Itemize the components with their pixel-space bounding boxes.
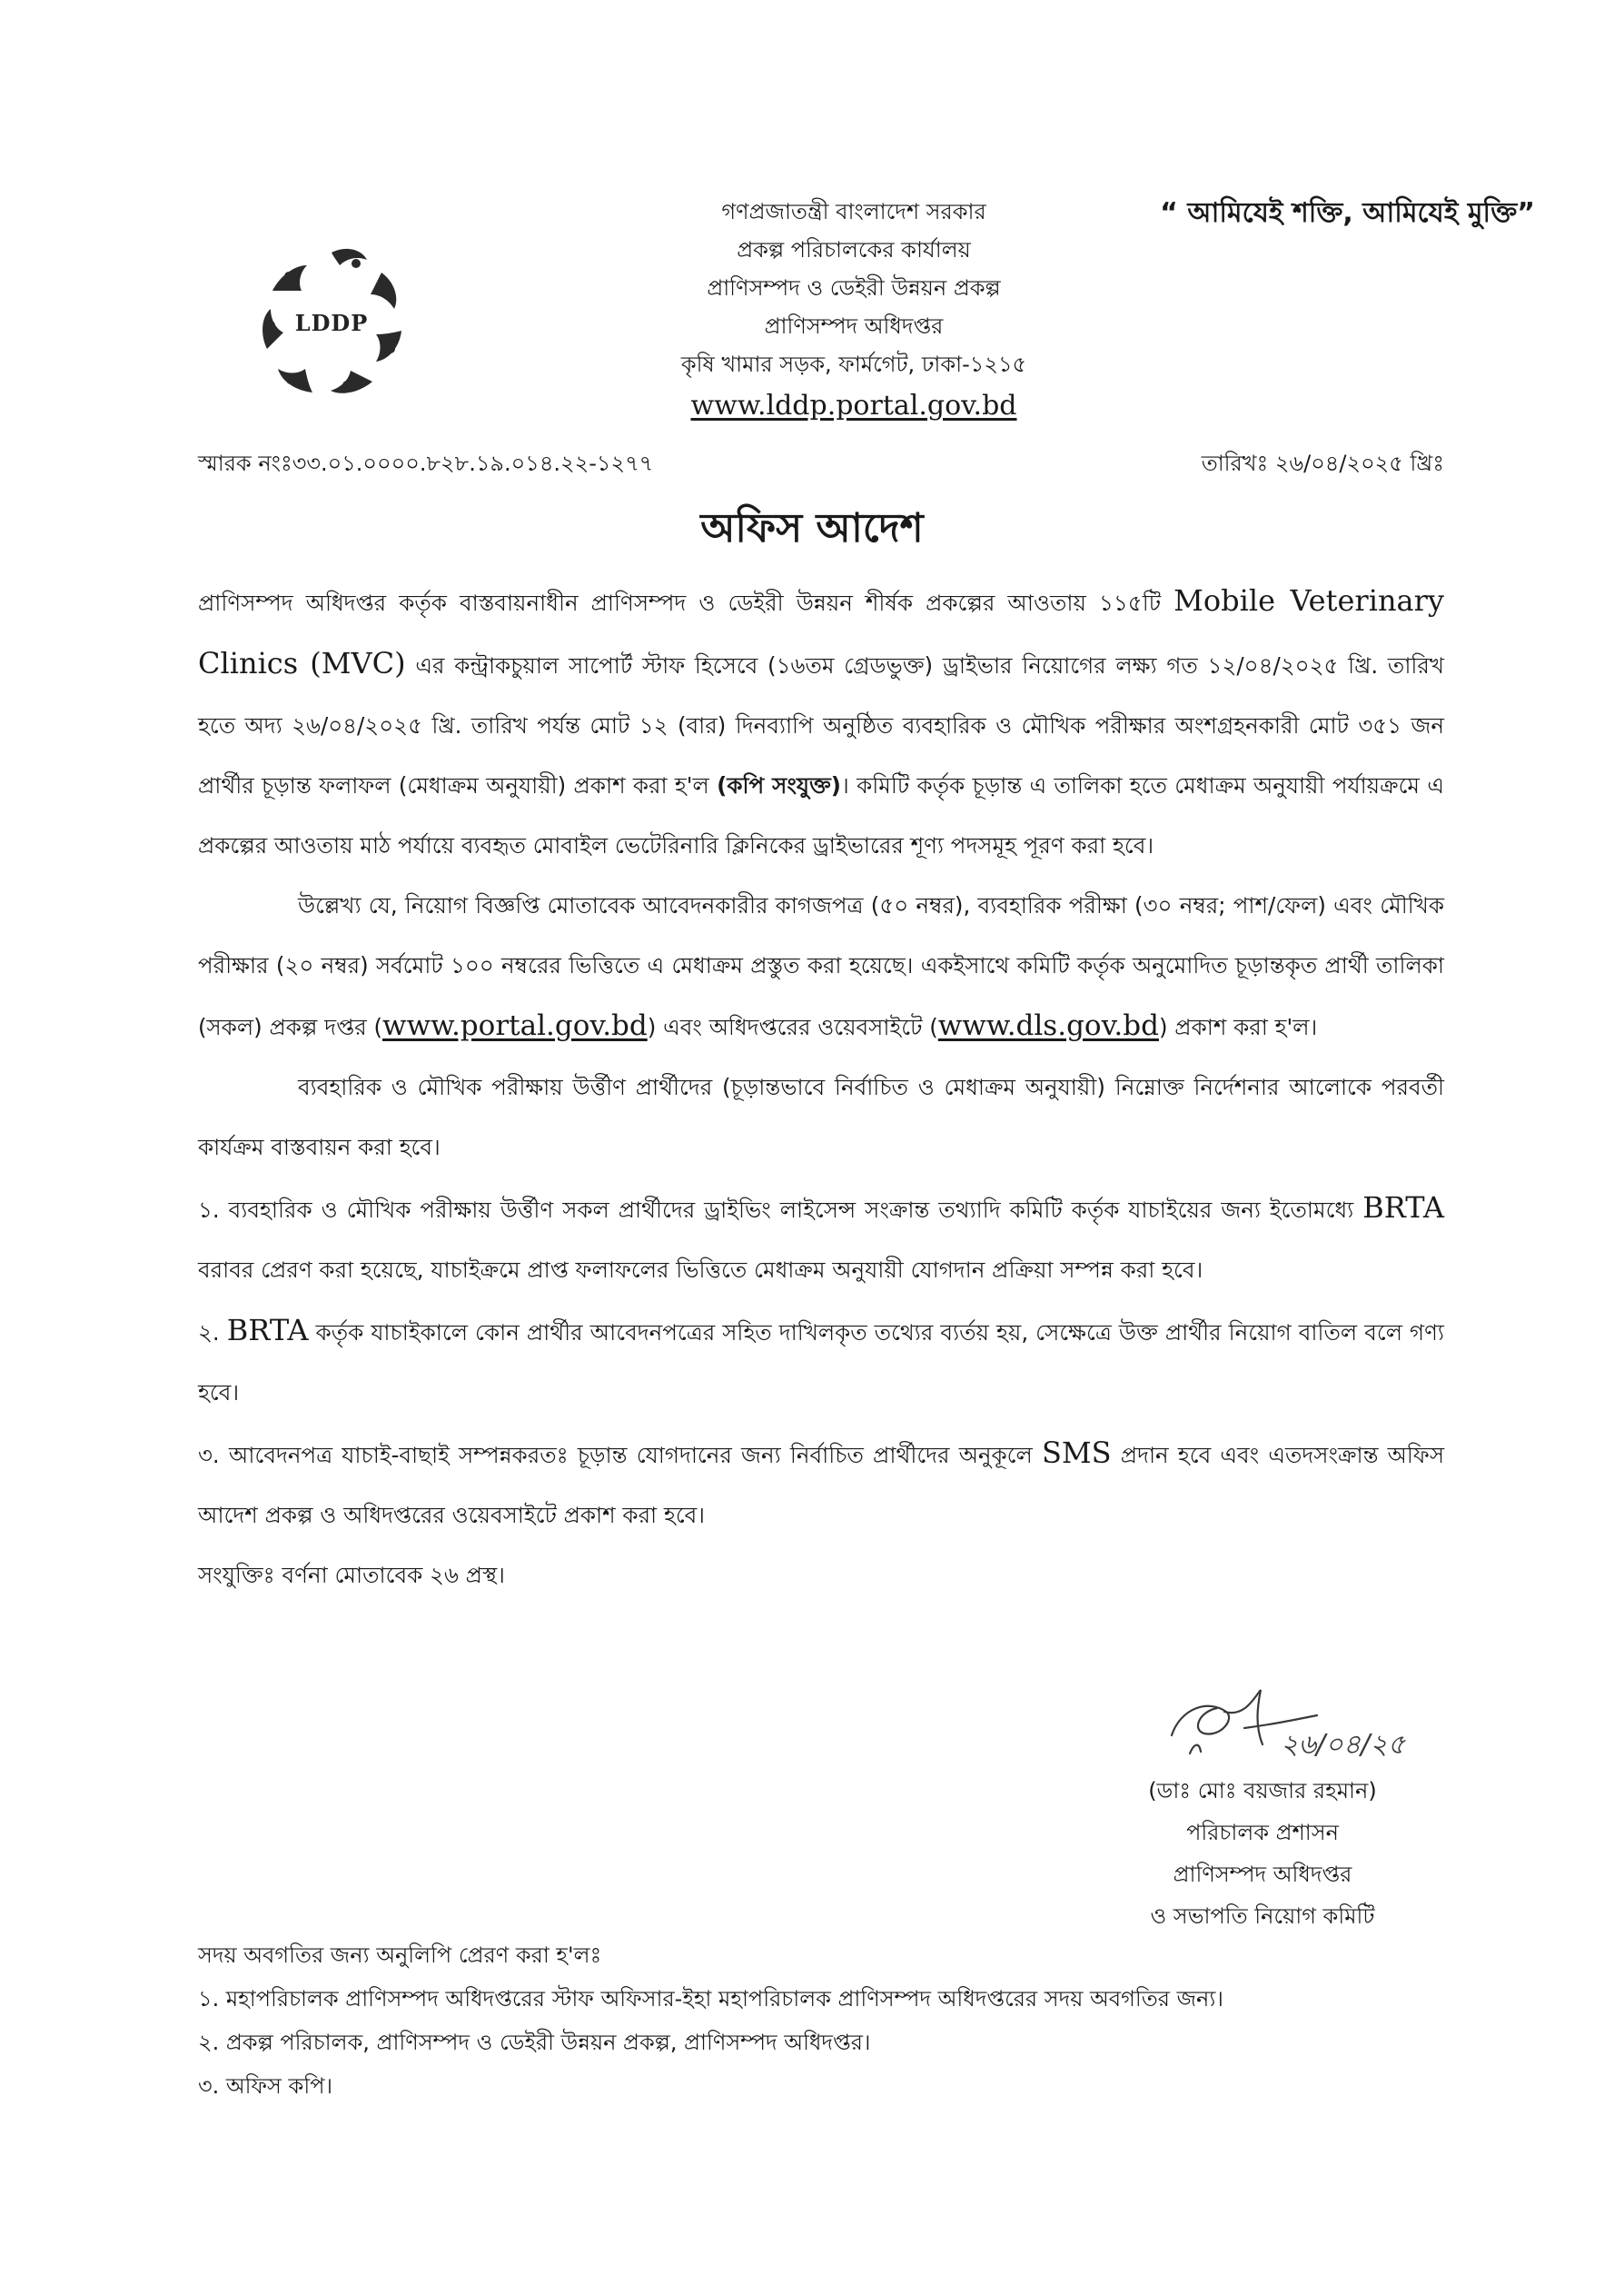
portal-link[interactable]: www.portal.gov.bd xyxy=(382,1009,648,1042)
cc-item: ২. প্রকল্প পরিচালক, প্রাণিসম্পদ ও ডেইরী উন্নয়ন প্রকল্প, প্রাণিসম্পদ অধিদপ্তর। xyxy=(198,2030,871,2055)
instruction-item-2 xyxy=(198,1300,1444,1423)
signature-date: ২৬/০৪/২৫ xyxy=(1281,1729,1406,1761)
instruction-item-3 xyxy=(198,1423,1444,1545)
signatory-block xyxy=(1072,1770,1453,1937)
header-line-project: প্রাণিসম্পদ ও ডেইরী উন্নয়ন প্রকল্প xyxy=(707,275,1001,301)
office-header xyxy=(599,193,1108,425)
paragraph-merit-list xyxy=(198,876,1444,1058)
para1-text-e: । কমিটি কর্তৃক চূড়ান্ত এ তালিকা হতে মেধাক্রম অনুযায়ী পর্যায়ক্রমে এ প্রকল্পের আওতায় মাঠ পর্যায়ে ব্যবহৃত মোবাইল ভেটেরিনারি ক্লিনিকের ড্রাইভারের শূণ্য পদসমূহ পূরণ করা হবে। xyxy=(198,772,1444,859)
header-line-department: প্রাণিসম্পদ অধিদপ্তর xyxy=(764,313,944,339)
paragraph-instructions: ব্যবহারিক ও মৌখিক পরীক্ষায় উর্ত্তীণ প্রার্থীদের (চূড়ান্তভাবে নির্বাচিত ও মেধাক্রম অনুযায়ী) নিম্নোক্ত নির্দেশনার আলোকে পরবর্তী কার্যক্রম বাস্তবায়ন করা হবে। xyxy=(198,1074,1444,1160)
para1-text-a: প্রাণিসম্পদ অধিদপ্তর কর্তৃক বাস্তবায়নাধীন প্রাণিসম্পদ ও ডেইরী উন্নয়ন শীর্ষক প্রকল্পের আওতায় ১১৫টি xyxy=(198,590,1174,616)
signatory-designation: পরিচালক প্রশাসন xyxy=(1186,1820,1339,1845)
para1-text-c: এর কন্ট্রাকচুয়াল সাপোর্ট স্টাফ হিসেবে (১৬তম গ্রেডভুক্ত) ড্রাইভার নিয়োগের লক্ষ্য গত ১২/০৪/২০২৫ খ্রি. তারিখ হতে অদ্য ২৬/০৪/২০২৫ খ্রি. তারিখ পর্যন্ত মোট ১২ (বার) দিনব্যাপি অনুষ্ঠিত ব্যবহারিক ও মৌখিক পরীক্ষার অংশগ্রহনকারী মোট ৩৫১ জন প্রার্থীর চূড়ান্ত ফলাফল (মেধাক্রম অনুযায়ী) প্রকাশ করা হ'ল xyxy=(198,652,1444,799)
para2-text-a: উল্লেখ্য যে, নিয়োগ বিজ্ঞপ্তি মোতাবেক আবেদনকারীর কাগজপত্র (৫০ নম্বর), ব্যবহারিক পরীক্ষা (৩০ নম্বর; পাশ/ফেল) এবং মৌখিক পরীক্ষার (২০ নম্বর) সর্বমোট ১০০ নম্বরের ভিত্তিতে এ মেধাক্রম প্রস্তুত করা হয়েছে। একইসাথে কমিটি কর্তৃক অনুমোদিত চূড়ান্তকৃত প্রার্থী তালিকা (সকল) প্রকল্প দপ্তর ( xyxy=(198,892,1444,1040)
cc-heading: সদয় অবগতির জন্য অনুলিপি প্রেরণ করা হ'লঃ xyxy=(198,1942,602,1968)
memo-number: স্মারক নংঃ৩৩.০১.০০০০.৮২৮.১৯.০১৪.২২-১২৭৭ xyxy=(198,451,654,476)
issue-date: তারিখঃ ২৬/০৪/২০২৫ খ্রিঃ xyxy=(1201,451,1444,476)
item1-text-a: ১. ব্যবহারিক ও মৌখিক পরীক্ষায় উর্ত্তীণ সকল প্রার্থীদের ড্রাইভিং লাইসেন্স সংক্রান্ত তথ্যাদি কমিটি কর্তৃক যাচাইয়ের জন্য ইতোমধ্যে xyxy=(198,1197,1363,1223)
handwritten-signature xyxy=(1144,1681,1453,1781)
logo-text: LDDP xyxy=(294,309,369,336)
order-body xyxy=(198,571,1444,1605)
slogan: “ আমিযেই শক্তি, আমিযেই মুক্তি” xyxy=(1160,197,1535,229)
attachment-note: সংযুক্তিঃ বর্ণনা মোতাবেক ২৬ প্রস্থ। xyxy=(198,1562,505,1588)
item3-text-a: ৩. আবেদনপত্র যাচাই-বাছাই সম্পন্নকরতঃ চূড়ান্ত যোগদানের জন্য নির্বাচিত প্রার্থীদের অনুকূলে xyxy=(198,1442,1042,1468)
para2-text-c: ) প্রকাশ করা হ'ল। xyxy=(1158,1014,1318,1040)
sms-term: SMS xyxy=(1041,1436,1112,1470)
signatory-department: প্রাণিসম্পদ অধিদপ্তর xyxy=(1173,1862,1352,1887)
paragraph-results xyxy=(198,571,1444,876)
para2-text-b: ) এবং অধিদপ্তরের ওয়েবসাইটে ( xyxy=(647,1014,938,1040)
cc-item: ১. মহাপরিচালক প্রাণিসম্পদ অধিদপ্তরের স্টাফ অফিসার-ইহা মহাপরিচালক প্রাণিসম্পদ অধিদপ্তরের সদয় অবগতির জন্য। xyxy=(198,1986,1223,2012)
item2-text-a: ২. xyxy=(198,1319,227,1346)
copy-distribution xyxy=(198,1933,1470,2108)
item1-text-c: বরাবর প্রেরণ করা হয়েছে, যাচাইক্রমে প্রাপ্ত ফলাফলের ভিত্তিতে মেধাক্রম অনুযায়ী যোগদান প্রক্রিয়া সম্পন্ন করা হবে। xyxy=(198,1257,1203,1283)
header-line-address: কৃষি খামার সড়ক, ফার্মগেট, ঢাকা-১২১৫ xyxy=(680,352,1027,377)
lddp-logo xyxy=(245,236,418,409)
item3-text-c: প্রদান হবে এবং এতদসংক্রান্ত অফিস আদেশ প্রকল্প ও অধিদপ্তরের ওয়েবসাইটে প্রকাশ করা হবে। xyxy=(198,1442,1445,1528)
dls-link[interactable]: www.dls.gov.bd xyxy=(937,1009,1159,1042)
brta-term: BRTA xyxy=(226,1313,309,1347)
instruction-item-1 xyxy=(198,1177,1444,1300)
page-title: অফিস আদেশ xyxy=(700,505,924,551)
item2-text-c: কর্তৃক যাচাইকালে কোন প্রার্থীর আবেদনপত্রের সহিত দাখিলকৃত তথ্যের ব্যর্তয় হয়, সেক্ষেত্রে উক্ত প্রার্থীর নিয়োগ বাতিল বলে গণ্য হবে। xyxy=(198,1319,1444,1406)
signature-scribble-icon xyxy=(1144,1681,1453,1781)
signatory-committee: ও সভাপতি নিয়োগ কমিটি xyxy=(1150,1903,1375,1929)
signatory-name: (ডাঃ মোঃ বয়জার রহমান) xyxy=(1148,1778,1377,1803)
header-line-office: প্রকল্প পরিচালকের কার্যালয় xyxy=(737,237,971,263)
mvc-term: Mobile Veterinary Clinics (MVC) xyxy=(198,583,1445,681)
brta-term: BRTA xyxy=(1362,1190,1444,1225)
header-line-government: গণপ্রজাতন্ত্রী বাংলাদেশ সরকার xyxy=(721,199,986,224)
cc-item: ৩. অফিস কপি। xyxy=(198,2073,333,2099)
copy-attached-note: (কপি সংযুক্ত) xyxy=(717,772,842,799)
header-website-link[interactable]: www.lddp.portal.gov.bd xyxy=(690,390,1017,422)
